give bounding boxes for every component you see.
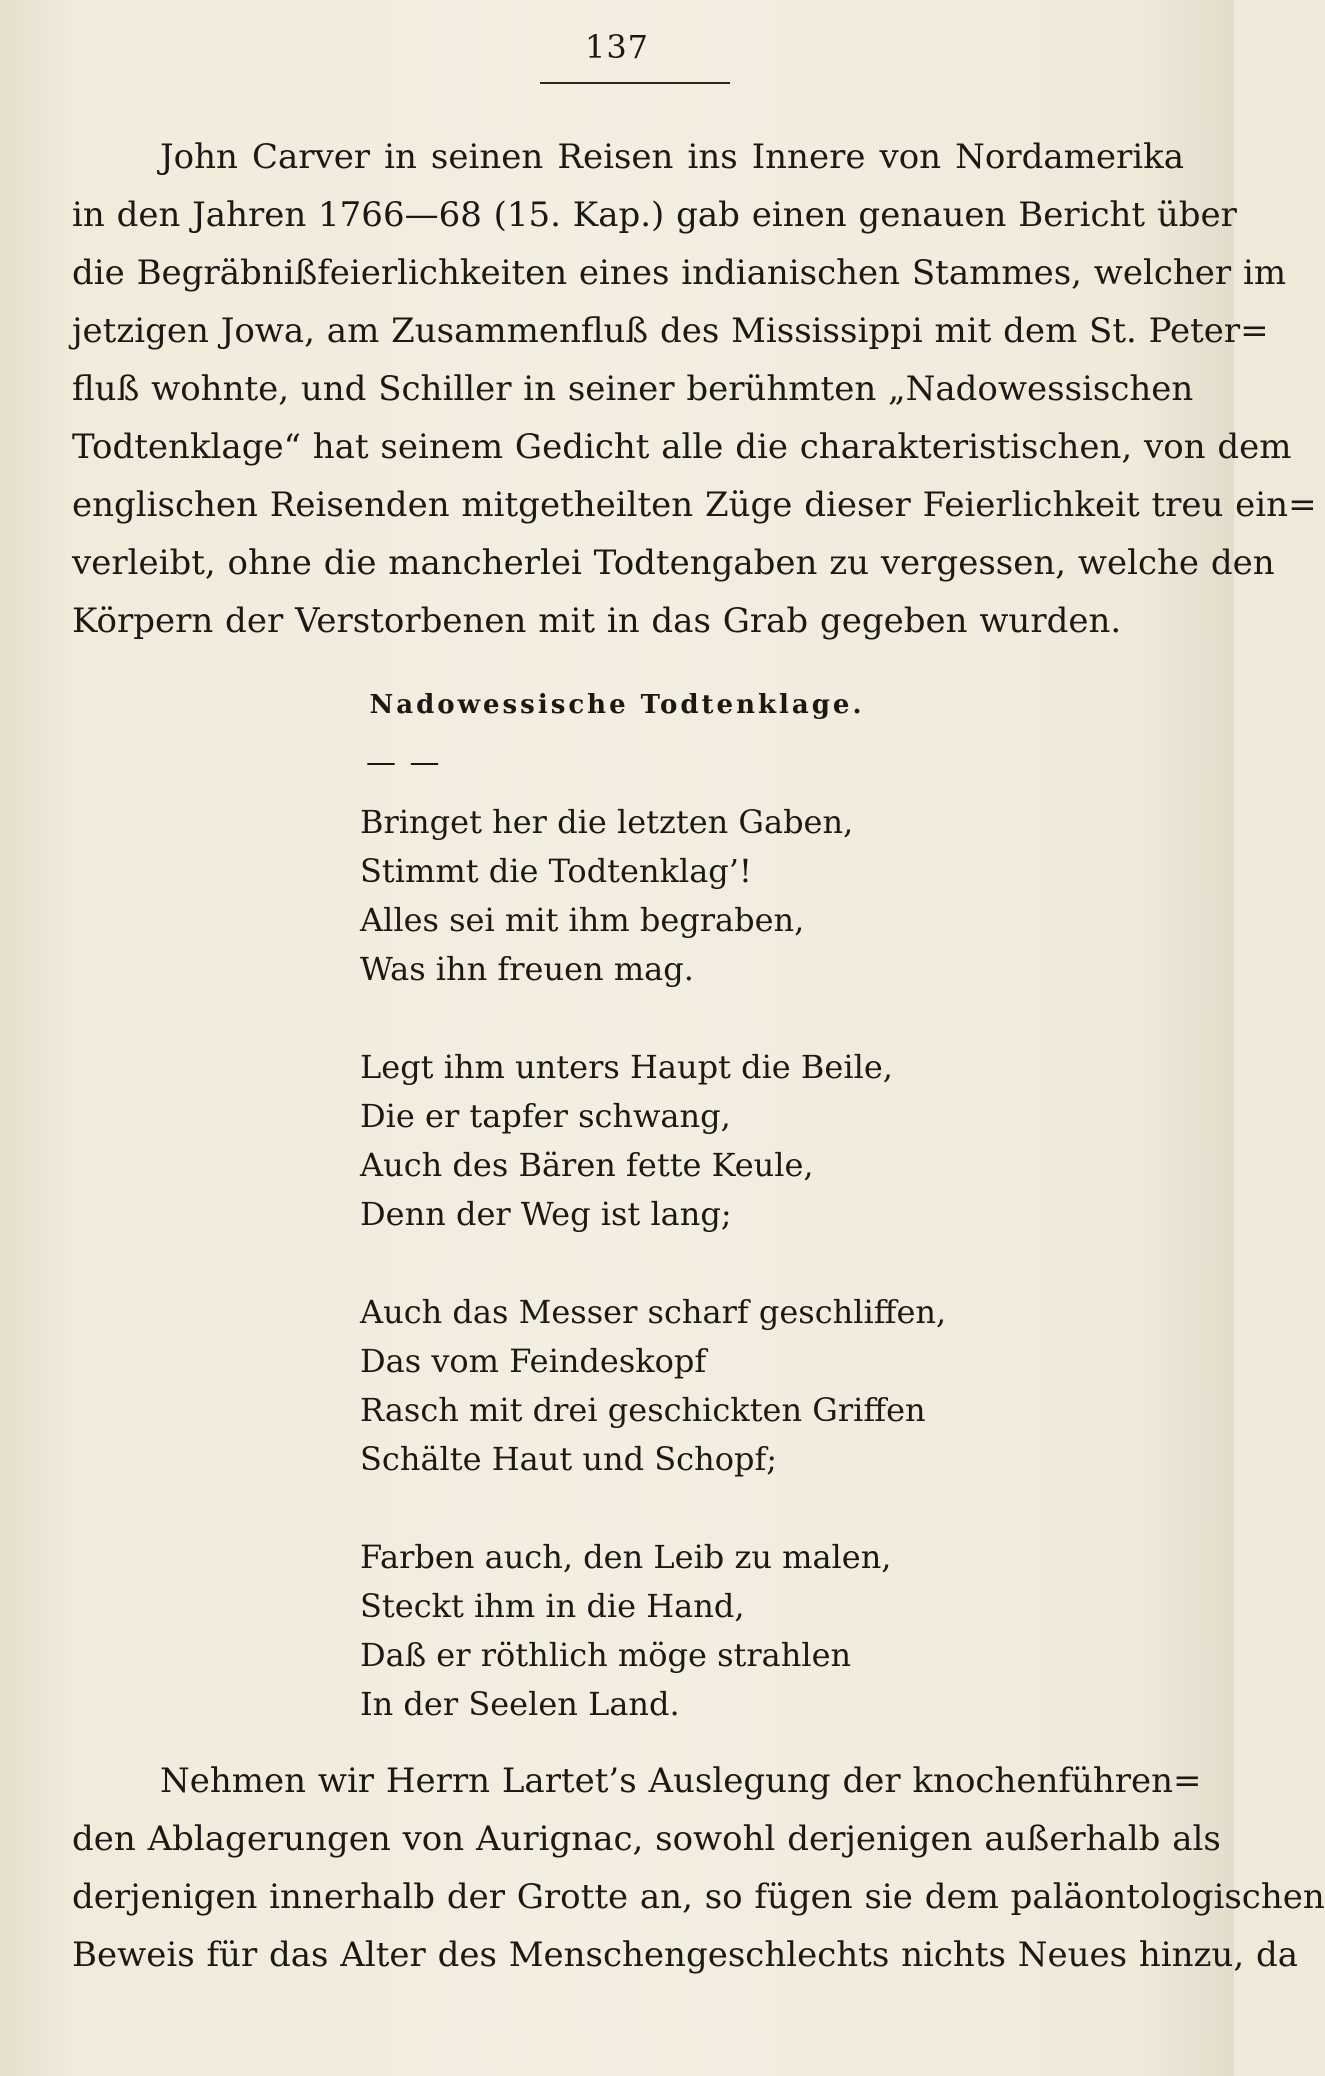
poem-line: In der Seelen Land. <box>360 1685 680 1723</box>
poem-line: Das vom Feindeskopf <box>360 1342 707 1380</box>
intro-line-7: englischen Reisenden mitgetheilten Züge dieser Feierlichkeit treu ein= <box>72 485 1317 525</box>
poem-line: Auch des Bären fette Keule, <box>360 1146 814 1184</box>
page-number: 137 <box>584 28 650 66</box>
intro-line-4: jetzigen Jowa, am Zusammenfluß des Mississippi mit dem St. Peter= <box>72 311 1269 351</box>
poem-line: Rasch mit drei geschickten Griffen <box>360 1391 926 1429</box>
poem-dashes: — — <box>366 745 442 780</box>
poem-line: Was ihn freuen mag. <box>360 950 694 988</box>
intro-line-1: John Carver in seinen Reisen ins Innere von Nordamerika <box>160 137 1184 177</box>
poem <box>360 798 1060 1778</box>
closing-paragraph <box>72 1752 1325 1984</box>
intro-line-8: verleibt, ohne die mancherlei Todtengaben zu vergessen, welche den <box>72 543 1275 583</box>
poem-line: Alles sei mit ihm begraben, <box>360 901 805 939</box>
closing-line-3: derjenigen innerhalb der Grotte an, so fügen sie dem paläontologischen <box>72 1877 1325 1917</box>
intro-line-6: Todtenklage“ hat seinem Gedicht alle die charakteristischen, von dem <box>72 427 1292 467</box>
poem-stanza-1 <box>360 798 1060 994</box>
poem-line: Bringet her die letzten Gaben, <box>360 803 854 841</box>
poem-line: Legt ihm unters Haupt die Beile, <box>360 1048 893 1086</box>
poem-stanza-4 <box>360 1533 1060 1729</box>
intro-line-3: die Begräbnißfeierlichkeiten eines indianischen Stammes, welcher im <box>72 253 1287 293</box>
poem-line: Die er tapfer schwang, <box>360 1097 731 1135</box>
poem-title: Nadowessische Todtenklage. <box>369 690 865 720</box>
poem-stanza-2 <box>360 1043 1060 1239</box>
poem-line: Schälte Haut und Schopf; <box>360 1440 778 1478</box>
poem-stanza-3 <box>360 1288 1060 1484</box>
poem-line: Farben auch, den Leib zu malen, <box>360 1538 892 1576</box>
poem-line: Auch das Messer scharf geschliffen, <box>360 1293 947 1331</box>
closing-line-2: den Ablagerungen von Aurignac, sowohl derjenigen außerhalb als <box>72 1819 1221 1859</box>
poem-line: Daß er röthlich möge strahlen <box>360 1636 852 1674</box>
closing-line-1: Nehmen wir Herrn Lartet’s Auslegung der knochenführen= <box>160 1761 1202 1801</box>
poem-line: Steckt ihm in die Hand, <box>360 1587 745 1625</box>
intro-line-9: Körpern der Verstorbenen mit in das Grab gegeben wurden. <box>72 601 1122 641</box>
intro-paragraph <box>72 128 1317 650</box>
closing-line-4: Beweis für das Alter des Menschengeschlechts nichts Neues hinzu, da <box>72 1935 1298 1975</box>
intro-line-2: in den Jahren 1766—68 (15. Kap.) gab einen genauen Bericht über <box>72 195 1237 235</box>
poem-line: Denn der Weg ist lang; <box>360 1195 732 1233</box>
intro-line-5: fluß wohnte, und Schiller in seiner berühmten „Nadowessischen <box>72 369 1194 409</box>
header-rule <box>540 82 730 84</box>
poem-line: Stimmt die Todtenklag’! <box>360 852 752 890</box>
